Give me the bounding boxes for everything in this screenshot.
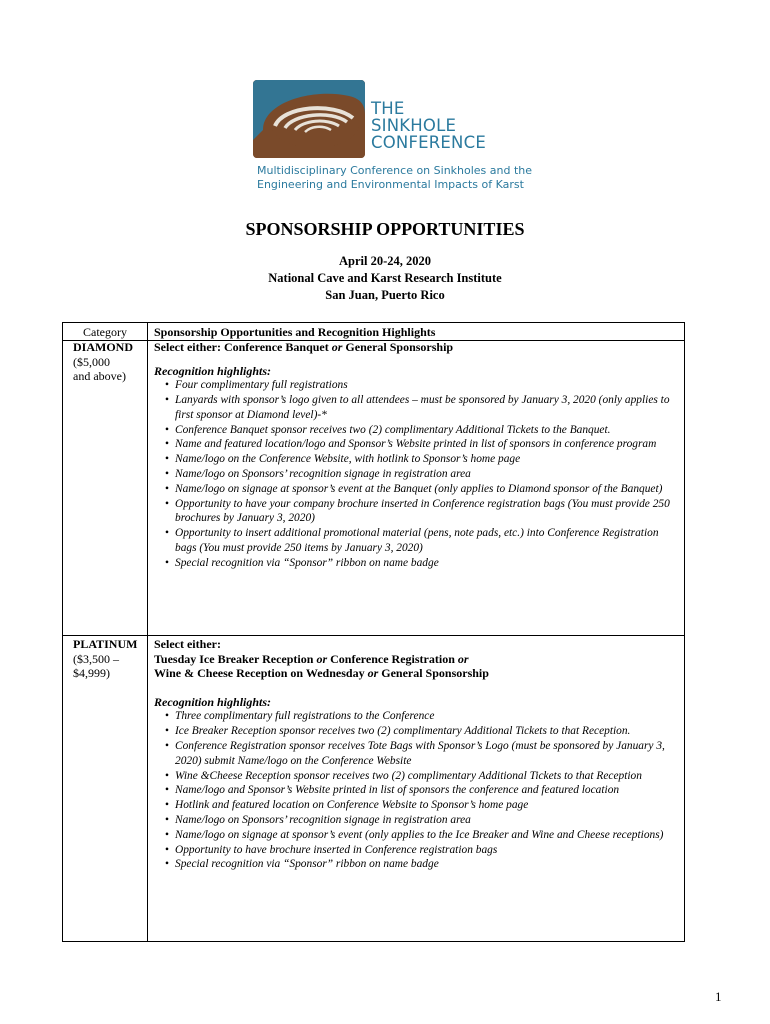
- logo-subtitle-line: Engineering and Environmental Impacts of Karst: [257, 178, 524, 191]
- opps-cell-platinum: [154, 637, 674, 872]
- list-item: • Three complimentary full registrations to the Conference: [154, 709, 674, 724]
- highlights-label: Recognition highlights:: [154, 363, 272, 378]
- tier-cell-diamond: [73, 340, 133, 384]
- page-number: 1: [715, 989, 722, 1004]
- tier-price: and above): [73, 369, 126, 384]
- select-line: Select either:: [154, 637, 221, 651]
- sponsorship-table: [62, 322, 685, 942]
- list-item: • Four complimentary full registrations: [154, 378, 674, 393]
- header-category: Category: [83, 325, 127, 339]
- list-item: • Name/logo on Sponsors’ recognition signage in registration area: [154, 467, 674, 482]
- logo-emblem: [253, 80, 365, 158]
- highlights-list: [154, 378, 674, 570]
- tier-name: PLATINUM: [73, 637, 138, 651]
- list-item: • Name/logo on signage at sponsor’s event at the Banquet (only applies to Diamond sponsor of the Banquet): [154, 482, 674, 497]
- logo-subtitle-line: Multidisciplinary Conference on Sinkholes and the: [257, 164, 533, 177]
- list-item: • Name/logo on the Conference Website, with hotlink to Sponsor’s home page: [154, 452, 674, 467]
- conference-logo: [253, 78, 533, 192]
- list-item: • Lanyards with sponsor’s logo given to all attendees – must be sponsored by January 3, 2020 (only applies to first sponsor at Diamond level)-*: [154, 393, 674, 423]
- tier-price: ($5,000: [73, 354, 110, 369]
- list-item: • Name/logo on Sponsors’ recognition signage in registration area: [154, 813, 674, 828]
- list-item: • Conference Registration sponsor receives Tote Bags with Sponsor’s Logo (must be sponsored by January 3, 2020) submit Name/logo on the Conference Website: [154, 739, 674, 769]
- tier-cell-platinum: [73, 637, 137, 681]
- list-item: • Name/logo on signage at sponsor’s event (only applies to the Ice Breaker and Wine and Cheese receptions): [154, 828, 674, 843]
- list-item: • Wine &Cheese Reception sponsor receives two (2) complimentary Additional Tickets to that Reception: [154, 769, 674, 784]
- list-item: • Hotlink and featured location on Conference Website to Sponsor’s home page: [154, 798, 674, 813]
- header-opportunities: Sponsorship Opportunities and Recognition Highlights: [154, 325, 436, 339]
- select-or: or: [316, 651, 328, 666]
- logo-title-line: CONFERENCE: [371, 133, 486, 152]
- opps-cell-diamond: [154, 340, 674, 571]
- list-item: • Opportunity to have your company brochure inserted in Conference registration bags (You must provide 250 brochures by January 3, 2020): [154, 497, 674, 527]
- select-text: Tuesday Ice Breaker Reception: [154, 651, 317, 666]
- select-text: Wine & Cheese Reception on Wednesday: [154, 666, 368, 681]
- select-line: [154, 340, 674, 355]
- highlights-label: Recognition highlights:: [154, 694, 272, 709]
- highlights-list: [154, 709, 674, 872]
- list-item: • Opportunity to have brochure inserted in Conference registration bags: [154, 843, 674, 858]
- list-item: • Conference Banquet sponsor receives two (2) complimentary Additional Tickets to the Banquet.: [154, 423, 674, 438]
- tier-name: DIAMOND: [73, 340, 133, 354]
- tier-price: $4,999): [73, 666, 110, 681]
- select-line: [154, 666, 674, 681]
- list-item: • Name/logo and Sponsor’s Website printed in list of sponsors the conference and featured location: [154, 783, 674, 798]
- logo-title-line: SINKHOLE: [371, 116, 457, 135]
- list-item: • Name and featured location/logo and Sponsor’s Website printed in list of sponsors in conference program: [154, 437, 674, 452]
- logo-subtitle: [257, 164, 537, 192]
- select-or: or: [457, 651, 469, 666]
- list-item: • Special recognition via “Sponsor” ribbon on name badge: [154, 857, 674, 872]
- list-item: • Ice Breaker Reception sponsor receives two (2) complimentary Additional Tickets to that Reception.: [154, 724, 674, 739]
- column-divider: [147, 323, 148, 941]
- select-or: or: [331, 340, 343, 354]
- select-line: [154, 652, 674, 667]
- event-location: San Juan, Puerto Rico: [325, 288, 445, 302]
- logo-title-line: THE: [371, 99, 405, 118]
- select-or: or: [367, 666, 379, 681]
- logo-title: [371, 100, 486, 151]
- select-text: Select either: Conference Banquet: [154, 340, 332, 354]
- row-divider: [63, 635, 684, 636]
- event-venue: National Cave and Karst Research Institute: [268, 271, 502, 285]
- list-item: • Special recognition via “Sponsor” ribbon on name badge: [154, 556, 674, 571]
- page-title: SPONSORSHIP OPPORTUNITIES: [245, 219, 525, 239]
- event-dates: April 20-24, 2020: [338, 254, 431, 268]
- select-text: General Sponsorship: [342, 340, 454, 354]
- select-text: Conference Registration: [327, 651, 458, 666]
- select-text: General Sponsorship: [378, 666, 489, 681]
- tier-price: ($3,500 –: [73, 651, 119, 666]
- list-item: • Opportunity to insert additional promotional material (pens, note pads, etc.) into Conference Registration bags (You must provide 250 items by January 3, 2020): [154, 526, 674, 556]
